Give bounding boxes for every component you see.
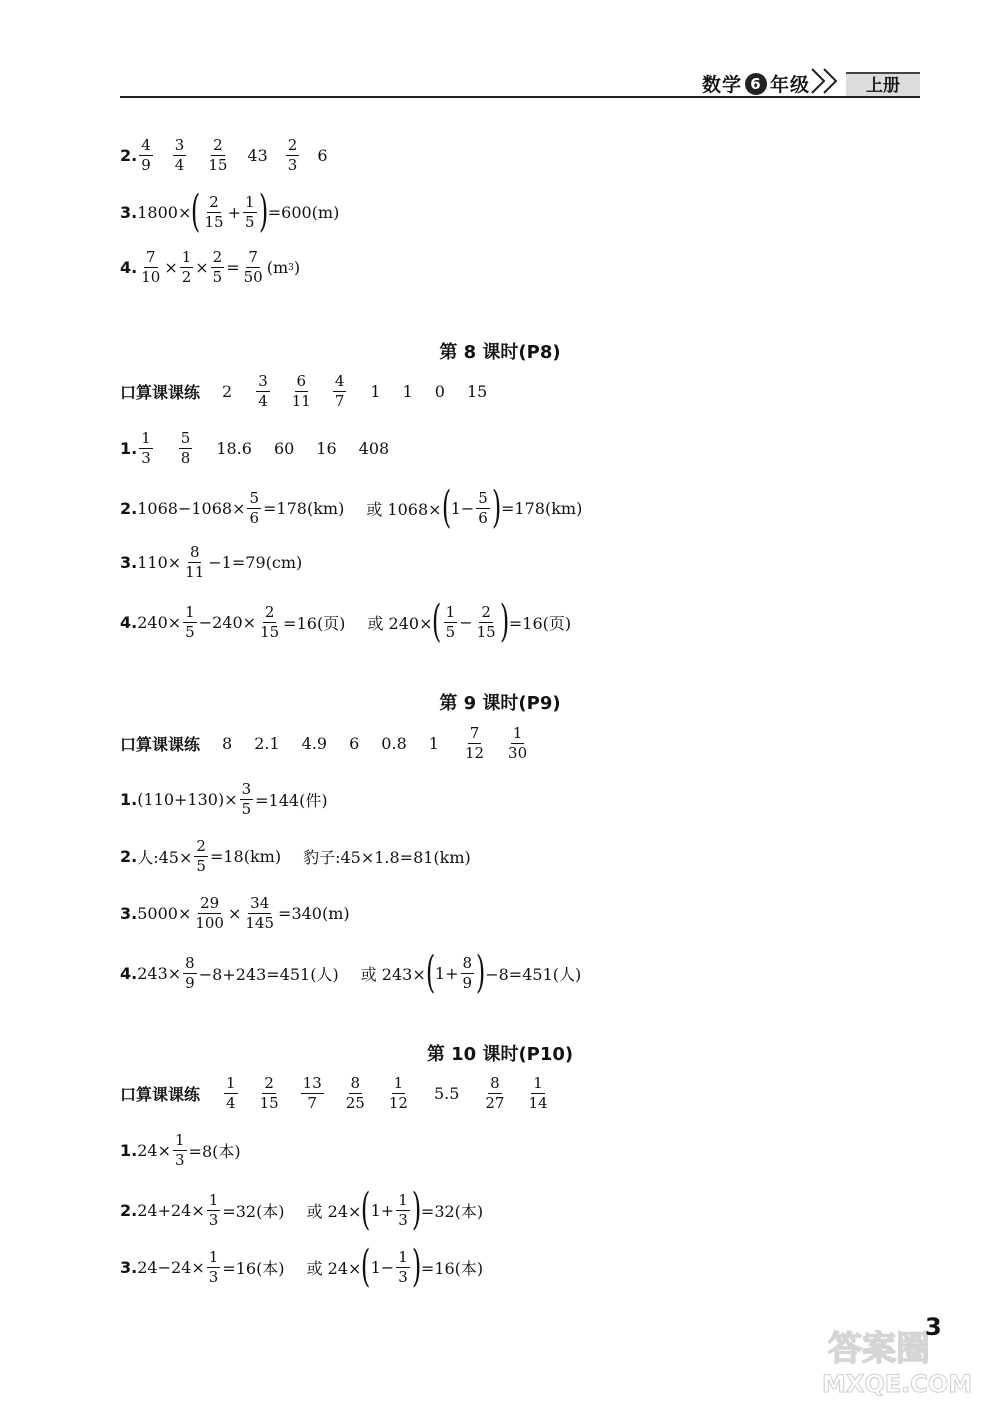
answer-value: 15	[466, 382, 488, 401]
expression-text: ×	[195, 258, 209, 277]
left-paren: (	[432, 596, 442, 647]
expression-text: 1−	[370, 1257, 395, 1277]
left-paren: (	[441, 482, 451, 533]
answer-value: 4.9	[301, 734, 328, 753]
fraction: 1 5	[445, 602, 456, 641]
fraction: 2 15	[208, 136, 228, 174]
header-rule	[120, 96, 920, 98]
expression-text: =8(本)	[188, 1142, 241, 1161]
fraction: $\frac{1}{3}$	[398, 1247, 408, 1286]
fraction: $\frac{8}{11}$	[185, 543, 205, 581]
question-number: 3.	[120, 202, 138, 222]
fraction: $\frac{1}{3}$	[208, 1247, 219, 1286]
expression-text: =178(km)	[501, 498, 583, 518]
expression-text: 或 243×	[360, 964, 426, 984]
answer-line-8-3	[120, 543, 302, 582]
fraction: $\frac{1}{3}$	[208, 1190, 219, 1229]
answer-line-prev-3	[120, 186, 340, 237]
expression-text: −	[459, 612, 473, 632]
expression-text: −1=79(cm)	[208, 553, 303, 572]
oral-label: 口算课课练	[120, 383, 201, 402]
watermark-logo	[820, 1318, 980, 1398]
expression-text: −8+243=451(人)	[198, 964, 339, 984]
answer-line-prev-4	[120, 248, 300, 287]
expression-text: =16(页)	[508, 613, 572, 633]
expression-text: ×	[164, 258, 178, 277]
right-paren: )	[411, 1241, 422, 1292]
expression-text: =16(页)	[283, 613, 346, 633]
question-number: 1.	[120, 790, 138, 809]
answer-value: 1	[370, 382, 381, 401]
left-paren: (	[191, 186, 201, 237]
fraction: 1 4	[226, 1074, 236, 1112]
question-number: 3.	[120, 904, 138, 923]
subject-label: 数学	[701, 74, 742, 96]
expression-text: 人:45×	[137, 848, 193, 867]
expression-text: 1800×	[137, 202, 192, 222]
expression-text: 或 1068×	[366, 499, 442, 519]
expression-text: (m	[266, 258, 289, 277]
answer-value: 60	[273, 439, 295, 458]
right-paren: )	[491, 482, 502, 533]
fraction: 3 4	[174, 136, 185, 174]
fraction: $\frac{8}{9}$	[462, 953, 473, 992]
volume-tab: 上册	[846, 72, 920, 98]
question-number: 1.	[120, 1141, 138, 1160]
expression-text: =	[226, 258, 240, 277]
expression-text: 或 24×	[306, 1258, 362, 1278]
answer-line-8-2	[120, 482, 583, 533]
fraction: $\frac{1}{3}$	[398, 1190, 408, 1229]
fraction: 4 7	[334, 372, 345, 410]
expression-text: 或 240×	[367, 613, 433, 633]
fraction: 4 9	[141, 136, 151, 174]
fraction: $\frac{2}{5}$	[196, 837, 206, 875]
fraction: 8 27	[485, 1074, 505, 1112]
expression-text: −8=451(人)	[485, 964, 582, 984]
fraction: 2 3	[287, 136, 298, 174]
fraction: 5 8	[180, 429, 191, 467]
fraction: $\frac{34}{145}$	[245, 894, 275, 932]
fraction: $\frac{2}{15}$	[476, 602, 496, 641]
oral-practice-10	[120, 1074, 552, 1113]
expression-text: =18(km)	[209, 847, 282, 866]
expression-text: 243×	[137, 963, 182, 983]
svg-text:答案圈: 答案圈	[828, 1329, 930, 1369]
answer-value: 408	[358, 439, 390, 458]
fraction: 2 15	[204, 192, 224, 231]
grade-suffix: 年级	[769, 74, 810, 96]
right-paren: )	[475, 947, 486, 998]
expression-text: 24−24×	[137, 1257, 205, 1277]
fraction: 1 14	[528, 1074, 548, 1112]
question-number: 4.	[120, 963, 138, 983]
answer-line-9-3	[120, 894, 350, 933]
fraction: 6 11	[291, 372, 311, 410]
answer-line-10-3	[120, 1241, 484, 1292]
question-number: 1.	[120, 439, 138, 458]
fraction: $\frac{1}{3}$	[174, 1131, 185, 1169]
fraction: $\frac{2}{15}$	[260, 602, 280, 641]
fraction: $\frac{7}{10}$	[141, 248, 161, 286]
expression-text: 1−	[450, 498, 475, 518]
answer-line-prev-2	[120, 136, 328, 175]
fraction: $\frac{2}{5}$	[212, 248, 223, 286]
fraction: $\frac{1}{5}$	[245, 192, 255, 231]
left-paren: (	[425, 947, 436, 998]
expression-text: 1068−1068×	[137, 498, 246, 518]
right-paren: )	[258, 186, 268, 237]
fraction: 3 4	[258, 372, 268, 410]
fraction: 2 15	[259, 1074, 279, 1112]
expression-text: =16(本)	[222, 1258, 285, 1278]
expression-text: =32(本)	[420, 1201, 484, 1221]
answer-value: 43	[247, 146, 268, 165]
expression-text: 1+	[434, 963, 459, 983]
fraction: 13 7	[302, 1074, 322, 1112]
answer-line-8-1	[120, 429, 389, 468]
svg-text:MXQE.COM: MXQE.COM	[822, 1370, 973, 1398]
answer-value: 0.8	[381, 734, 407, 753]
question-number: 2.	[120, 146, 138, 165]
question-number: 3.	[120, 1257, 138, 1277]
header-title	[702, 70, 810, 97]
expression-text: 1+	[370, 1200, 395, 1220]
right-paren: )	[499, 596, 510, 647]
expression-text: =340(m)	[278, 904, 350, 923]
lesson-9-heading: 第 9 课时(P9)	[439, 693, 561, 714]
answer-value: 18.6	[216, 439, 252, 458]
expression-text: 24×	[137, 1141, 171, 1160]
expression-text: ×	[227, 904, 242, 923]
question-number: 2.	[120, 1200, 138, 1220]
fraction: $\frac{5}{6}$	[249, 488, 260, 527]
answer-value: 0	[434, 382, 445, 401]
question-number: 3.	[120, 553, 138, 572]
expression-text: 5000×	[137, 904, 192, 923]
oral-label: 口算课课练	[120, 735, 201, 754]
fraction: 7 12	[464, 724, 485, 762]
lesson-10-heading: 第 10 课时(P10)	[426, 1044, 574, 1065]
oral-label: 口算课课练	[120, 1085, 201, 1104]
expression-text: 110×	[137, 553, 182, 572]
expression-text: +	[227, 202, 242, 222]
fraction: 8 25	[345, 1074, 365, 1112]
fraction: $\frac{8}{9}$	[185, 953, 195, 992]
left-paren: (	[361, 1241, 371, 1292]
lesson-8-heading: 第 8 课时(P8)	[439, 342, 561, 363]
question-number: 2.	[120, 847, 138, 866]
expression-text: 或 24×	[306, 1201, 362, 1221]
answer-value: 2	[222, 382, 233, 401]
answer-value: 1	[402, 382, 413, 401]
grade-circle: 6	[745, 73, 767, 95]
fraction: 1 3	[141, 429, 151, 467]
answer-value: 16	[316, 439, 337, 458]
fraction: $\frac{3}{5}$	[241, 780, 252, 818]
question-number: 2.	[120, 498, 138, 518]
answer-line-9-1	[120, 780, 328, 819]
right-paren: )	[411, 1184, 422, 1235]
answer-line-10-1	[120, 1131, 241, 1170]
answer-value: 6	[317, 146, 328, 165]
expression-text: 240×	[137, 612, 182, 632]
expression-text: =178(km)	[263, 498, 345, 518]
superscript: 3	[288, 262, 294, 273]
expression-text: =144(件)	[255, 791, 328, 810]
expression-text: (110+130)×	[137, 790, 238, 809]
expression-text: =16(本)	[420, 1258, 484, 1278]
left-paren: (	[361, 1184, 371, 1235]
oral-practice-8	[120, 372, 487, 411]
answer-value: 1	[428, 734, 439, 753]
fraction: $\frac{7}{50}$	[243, 248, 263, 286]
fraction: $\frac{29}{100}$	[195, 894, 224, 932]
expression-text: 24+24×	[137, 1200, 205, 1220]
answer-line-8-4	[120, 596, 572, 647]
expression-text: =600(m)	[267, 202, 340, 222]
question-number: 4.	[120, 612, 138, 632]
fraction: 1 30	[508, 724, 528, 762]
fraction: $\frac{1}{5}$	[185, 602, 195, 641]
double-chevron-icon	[808, 66, 844, 96]
answer-value: 2.1	[254, 734, 280, 753]
answer-line-9-4	[120, 947, 582, 998]
expression-text: =32(本)	[222, 1201, 285, 1221]
page-number: 3	[925, 1313, 942, 1341]
expression-text: 豹子:45×1.8=81(km)	[303, 848, 471, 867]
answer-value: 6	[349, 734, 360, 753]
oral-practice-9	[120, 724, 531, 763]
fraction: $\frac{1}{2}$	[181, 248, 192, 286]
fraction: 1 12	[388, 1074, 408, 1112]
expression-text: )	[293, 258, 301, 277]
answer-line-9-2	[120, 837, 471, 876]
expression-text: −240×	[198, 612, 257, 632]
page-header	[120, 66, 920, 98]
fraction: $\frac{5}{6}$	[478, 488, 488, 527]
answer-line-10-2	[120, 1184, 484, 1235]
answer-value: 5.5	[433, 1084, 460, 1103]
question-number: 4.	[120, 258, 138, 277]
answer-value: 8	[222, 734, 233, 753]
